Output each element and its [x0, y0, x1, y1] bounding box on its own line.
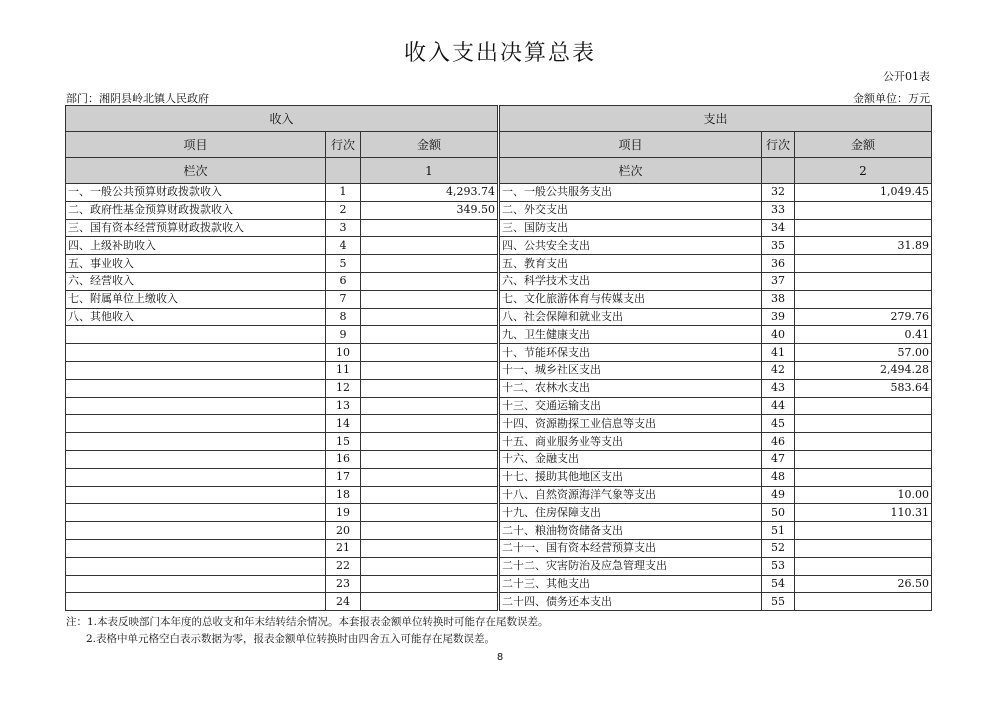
- income-row-no: 20: [326, 522, 361, 540]
- income-item-name: 二、政府性基金预算财政拨款收入: [66, 201, 326, 219]
- income-row-no: 5: [326, 255, 361, 273]
- income-row-no: 7: [326, 290, 361, 308]
- expense-item-name: 二十二、灾害防治及应急管理支出: [500, 557, 762, 575]
- expense-item-name: 十一、城乡社区支出: [500, 361, 762, 379]
- income-row-no: 2: [326, 201, 361, 219]
- expense-item-name: 八、社会保障和就业支出: [500, 308, 762, 326]
- note-2: 2.表格中单元格空白表示数据为零，报表金额单位转换时由四舍五入可能存在尾数误差。: [86, 633, 496, 645]
- header-row-columns: [66, 132, 932, 158]
- income-amount: 349.50: [361, 201, 498, 219]
- income-item-name: [66, 326, 326, 344]
- table-row: [66, 379, 932, 397]
- expense-row-no: 47: [762, 450, 795, 468]
- expense-row-no: 52: [762, 539, 795, 557]
- header-income-amount: 金额: [361, 132, 498, 158]
- income-item-name: 五、事业收入: [66, 255, 326, 273]
- table-row: [66, 575, 932, 593]
- header-expense-blank: [762, 158, 795, 184]
- header-expense-row-no: 行次: [762, 132, 795, 158]
- income-item-name: [66, 361, 326, 379]
- income-row-no: 18: [326, 486, 361, 504]
- expense-amount: 1,049.45: [795, 184, 932, 202]
- table-row: [66, 486, 932, 504]
- income-item-name: [66, 522, 326, 540]
- income-amount: [361, 522, 498, 540]
- header-income-row-no: 行次: [326, 132, 361, 158]
- expense-row-no: 53: [762, 557, 795, 575]
- expense-amount: 10.00: [795, 486, 932, 504]
- income-item-name: [66, 575, 326, 593]
- income-row-no: 23: [326, 575, 361, 593]
- income-amount: [361, 433, 498, 451]
- note-1: 注：1.本表反映部门本年度的总收支和年末结转结余情况。本套报表金额单位转换时可能存在尾数误差。: [66, 616, 549, 628]
- income-item-name: 六、经营收入: [66, 272, 326, 290]
- expense-item-name: 五、教育支出: [500, 255, 762, 273]
- income-item-name: [66, 379, 326, 397]
- expense-item-name: 十三、交通运输支出: [500, 397, 762, 415]
- expense-row-no: 43: [762, 379, 795, 397]
- expense-amount: [795, 539, 932, 557]
- header-row-column-numbers: [66, 158, 932, 184]
- expense-row-no: 55: [762, 593, 795, 611]
- expense-amount: 26.50: [795, 575, 932, 593]
- expense-row-no: 32: [762, 184, 795, 202]
- expense-item-name: 十二、农林水支出: [500, 379, 762, 397]
- expense-row-no: 39: [762, 308, 795, 326]
- income-row-no: 15: [326, 433, 361, 451]
- income-amount: [361, 255, 498, 273]
- expense-amount: [795, 255, 932, 273]
- expense-item-name: 十六、金融支出: [500, 450, 762, 468]
- income-row-no: 22: [326, 557, 361, 575]
- header-row-section: [66, 106, 932, 132]
- income-item-name: [66, 486, 326, 504]
- income-row-no: 9: [326, 326, 361, 344]
- expense-item-name: 一、一般公共服务支出: [500, 184, 762, 202]
- income-amount: [361, 361, 498, 379]
- expense-row-no: 40: [762, 326, 795, 344]
- table-row: [66, 201, 932, 219]
- expense-row-no: 41: [762, 344, 795, 362]
- expense-row-no: 37: [762, 272, 795, 290]
- income-item-name: 一、一般公共预算财政拨款收入: [66, 184, 326, 202]
- page-title: 收入支出决算总表: [403, 41, 596, 66]
- header-expense-item: 项目: [500, 132, 762, 158]
- expense-amount: [795, 219, 932, 237]
- expense-row-no: 45: [762, 415, 795, 433]
- expense-row-no: 38: [762, 290, 795, 308]
- table-row: [66, 593, 932, 611]
- income-amount: [361, 237, 498, 255]
- income-row-no: 10: [326, 344, 361, 362]
- table-row: [66, 308, 932, 326]
- income-row-no: 17: [326, 468, 361, 486]
- expense-amount: [795, 272, 932, 290]
- income-amount: [361, 539, 498, 557]
- expense-amount: [795, 557, 932, 575]
- header-income-blank: [326, 158, 361, 184]
- expense-row-no: 50: [762, 504, 795, 522]
- expense-item-name: 九、卫生健康支出: [500, 326, 762, 344]
- table-row: [66, 433, 932, 451]
- expense-amount: [795, 450, 932, 468]
- expense-item-name: 七、文化旅游体育与传媒支出: [500, 290, 762, 308]
- income-row-no: 11: [326, 361, 361, 379]
- expense-amount: [795, 522, 932, 540]
- department-label: 部门：湘阴县岭北镇人民政府: [66, 92, 209, 105]
- income-item-name: [66, 593, 326, 611]
- expense-amount: 279.76: [795, 308, 932, 326]
- expense-row-no: 35: [762, 237, 795, 255]
- expense-item-name: 十、节能环保支出: [500, 344, 762, 362]
- table-row: [66, 272, 932, 290]
- expense-row-no: 54: [762, 575, 795, 593]
- header-expense-column-label: 栏次: [500, 158, 762, 184]
- expense-row-no: 46: [762, 433, 795, 451]
- table-row: [66, 557, 932, 575]
- income-amount: [361, 344, 498, 362]
- expense-row-no: 48: [762, 468, 795, 486]
- income-item-name: [66, 397, 326, 415]
- income-amount: 4,293.74: [361, 184, 498, 202]
- expense-amount: 110.31: [795, 504, 932, 522]
- income-amount: [361, 326, 498, 344]
- expense-amount: [795, 290, 932, 308]
- income-amount: [361, 486, 498, 504]
- table-row: [66, 522, 932, 540]
- income-row-no: 13: [326, 397, 361, 415]
- income-amount: [361, 557, 498, 575]
- table-row: [66, 326, 932, 344]
- income-amount: [361, 290, 498, 308]
- expense-item-name: 十五、商业服务业等支出: [500, 433, 762, 451]
- expense-item-name: 二十一、国有资本经营预算支出: [500, 539, 762, 557]
- expense-amount: 31.89: [795, 237, 932, 255]
- expense-amount: [795, 415, 932, 433]
- expense-row-no: 36: [762, 255, 795, 273]
- income-item-name: [66, 539, 326, 557]
- income-amount: [361, 504, 498, 522]
- header-expense-amount: 金额: [795, 132, 932, 158]
- table-row: [66, 361, 932, 379]
- expense-amount: 0.41: [795, 326, 932, 344]
- expense-item-name: 六、科学技术支出: [500, 272, 762, 290]
- income-amount: [361, 272, 498, 290]
- expense-item-name: 十四、资源勘探工业信息等支出: [500, 415, 762, 433]
- income-row-no: 3: [326, 219, 361, 237]
- income-row-no: 4: [326, 237, 361, 255]
- income-row-no: 19: [326, 504, 361, 522]
- expense-item-name: 二、外交支出: [500, 201, 762, 219]
- table-row: [66, 290, 932, 308]
- header-income: 收入: [66, 106, 498, 132]
- income-amount: [361, 593, 498, 611]
- income-item-name: 三、国有资本经营预算财政拨款收入: [66, 219, 326, 237]
- table-row: [66, 255, 932, 273]
- income-item-name: 四、上级补助收入: [66, 237, 326, 255]
- income-amount: [361, 379, 498, 397]
- table-row: [66, 219, 932, 237]
- notes: [66, 614, 549, 648]
- expense-amount: 2,494.28: [795, 361, 932, 379]
- expense-item-name: 四、公共安全支出: [500, 237, 762, 255]
- table-row: [66, 344, 932, 362]
- expense-amount: [795, 397, 932, 415]
- income-item-name: 八、其他收入: [66, 308, 326, 326]
- income-amount: [361, 219, 498, 237]
- income-item-name: [66, 433, 326, 451]
- unit-label: 金额单位：万元: [853, 92, 930, 105]
- income-amount: [361, 575, 498, 593]
- page-number: 8: [496, 652, 504, 663]
- header-income-column-no: 1: [361, 158, 498, 184]
- expense-item-name: 二十、粮油物资储备支出: [500, 522, 762, 540]
- income-amount: [361, 397, 498, 415]
- header-income-item: 项目: [66, 132, 326, 158]
- expense-item-name: 二十四、债务还本支出: [500, 593, 762, 611]
- expense-amount: [795, 468, 932, 486]
- table-row: [66, 184, 932, 202]
- expense-row-no: 49: [762, 486, 795, 504]
- income-amount: [361, 468, 498, 486]
- income-row-no: 6: [326, 272, 361, 290]
- income-row-no: 1: [326, 184, 361, 202]
- expense-amount: 583.64: [795, 379, 932, 397]
- income-item-name: 七、附属单位上缴收入: [66, 290, 326, 308]
- income-amount: [361, 415, 498, 433]
- expense-item-name: 十八、自然资源海洋气象等支出: [500, 486, 762, 504]
- table-row: [66, 468, 932, 486]
- budget-summary-table: [65, 105, 932, 611]
- expense-row-no: 44: [762, 397, 795, 415]
- header-expense: 支出: [500, 106, 932, 132]
- form-number: 公开01表: [883, 70, 930, 83]
- expense-item-name: 二十三、其他支出: [500, 575, 762, 593]
- income-row-no: 21: [326, 539, 361, 557]
- income-item-name: [66, 504, 326, 522]
- expense-item-name: 三、国防支出: [500, 219, 762, 237]
- income-row-no: 16: [326, 450, 361, 468]
- expense-amount: [795, 201, 932, 219]
- expense-row-no: 33: [762, 201, 795, 219]
- expense-item-name: 十九、住房保障支出: [500, 504, 762, 522]
- table-row: [66, 450, 932, 468]
- expense-row-no: 42: [762, 361, 795, 379]
- income-amount: [361, 308, 498, 326]
- table-row: [66, 504, 932, 522]
- expense-amount: [795, 593, 932, 611]
- table-row: [66, 539, 932, 557]
- expense-row-no: 51: [762, 522, 795, 540]
- income-item-name: [66, 415, 326, 433]
- income-item-name: [66, 450, 326, 468]
- income-row-no: 8: [326, 308, 361, 326]
- header-income-column-label: 栏次: [66, 158, 326, 184]
- income-item-name: [66, 468, 326, 486]
- income-item-name: [66, 557, 326, 575]
- expense-amount: [795, 433, 932, 451]
- expense-item-name: 十七、援助其他地区支出: [500, 468, 762, 486]
- table-row: [66, 237, 932, 255]
- expense-amount: 57.00: [795, 344, 932, 362]
- table-row: [66, 415, 932, 433]
- income-row-no: 12: [326, 379, 361, 397]
- table-row: [66, 397, 932, 415]
- expense-row-no: 34: [762, 219, 795, 237]
- income-row-no: 24: [326, 593, 361, 611]
- income-row-no: 14: [326, 415, 361, 433]
- income-item-name: [66, 344, 326, 362]
- income-amount: [361, 450, 498, 468]
- header-expense-column-no: 2: [795, 158, 932, 184]
